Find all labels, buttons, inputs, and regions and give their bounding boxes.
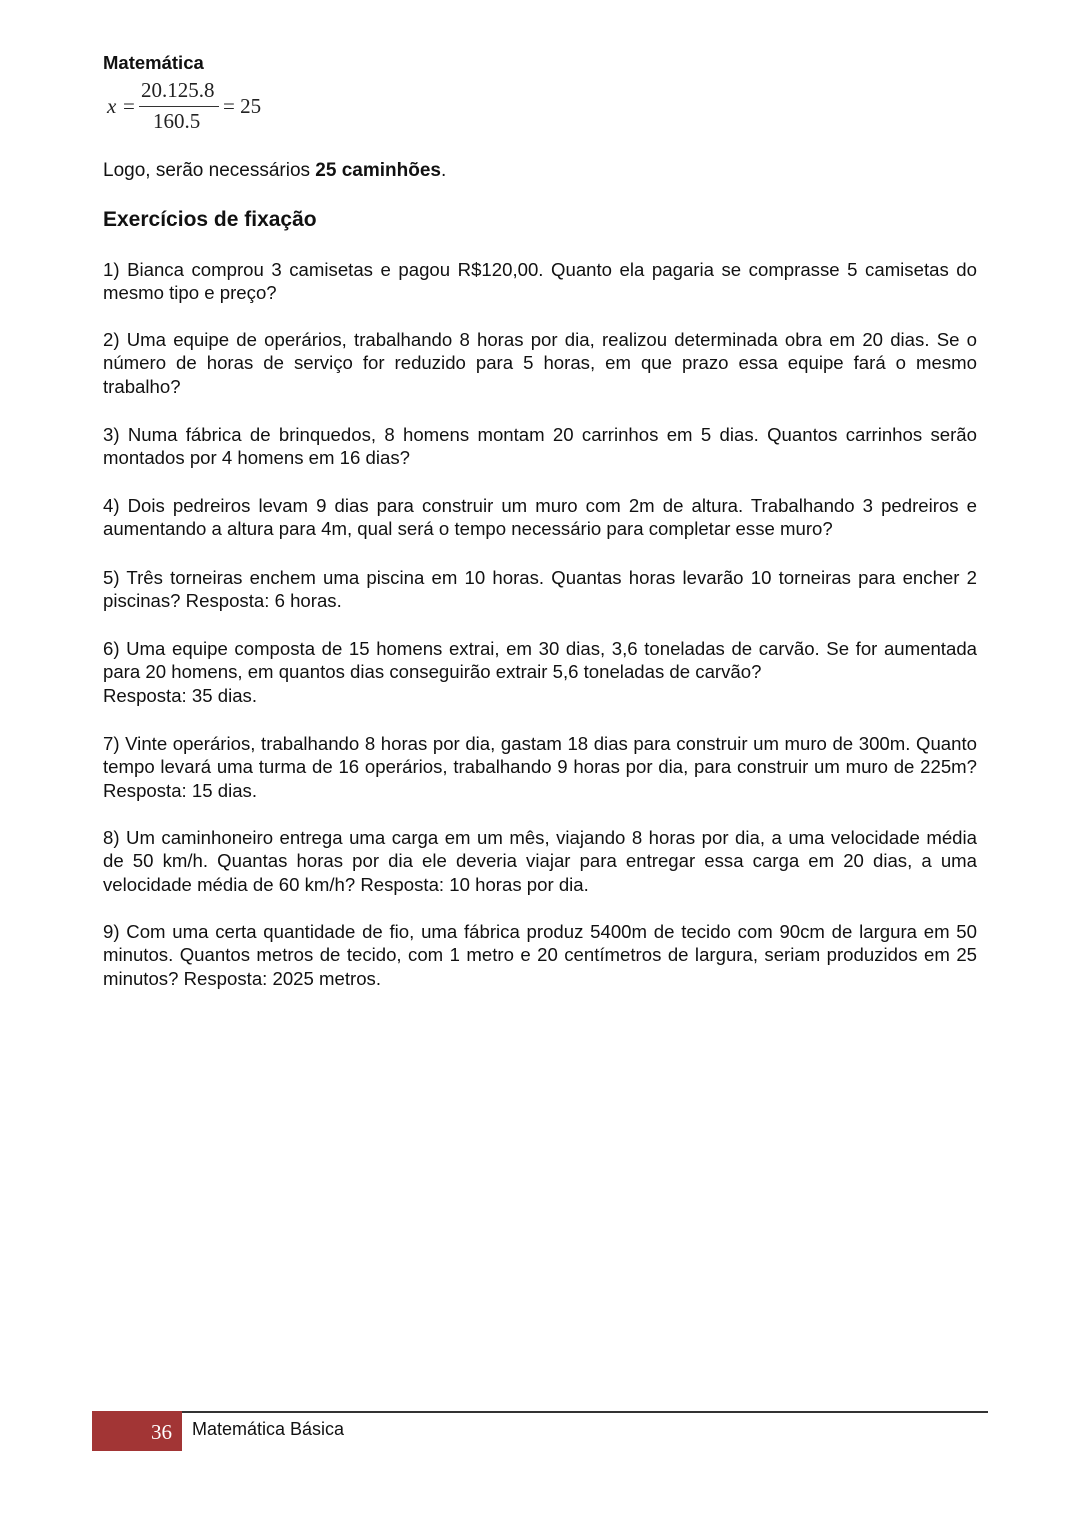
exercise-1: 1) Bianca comprou 3 camisetas e pagou R$120,00. Quanto ela pagaria se comprasse 5 camisetas do mesmo tipo e preço?: [103, 259, 977, 304]
exercise-7: 7) Vinte operários, trabalhando 8 horas por dia, gastam 18 dias para construir um muro de 300m. Quanto tempo levará uma turma de 16 operários, trabalhando 9 horas por dia, para construir um muro de 225m? Resposta: 15 dias.: [103, 733, 977, 801]
equation-numerator: 20.125.8: [141, 78, 215, 102]
exercise-4: 4) Dois pedreiros levam 9 dias para construir um muro com 2m de altura. Trabalhando 3 pedreiros e aumentando a altura para 4m, qual será o tempo necessário para completar esse muro?: [103, 495, 977, 540]
conclusion-bold: 25 caminhões: [315, 160, 441, 181]
footer-book-title: Matemática Básica: [192, 1419, 345, 1439]
conclusion-prefix: Logo, serão necessários: [103, 160, 316, 181]
equation-variable: x: [107, 94, 117, 118]
exercise-3: 3) Numa fábrica de brinquedos, 8 homens montam 20 carrinhos em 5 dias. Quantos carrinhos serão montados por 4 homens em 16 dias?: [103, 424, 977, 469]
exercise-6-answer: Resposta: 35 dias.: [103, 685, 258, 706]
page-number: 36: [92, 1411, 182, 1451]
exercise-6: 6) Uma equipe composta de 15 homens extrai, em 30 dias, 3,6 toneladas de carvão. Se for aumentada para 20 homens, em quantos dias conseguirão extrair 5,6 toneladas de carvão?: [103, 638, 977, 683]
fraction-bar: [139, 106, 219, 107]
conclusion-suffix: .: [440, 160, 447, 181]
exercise-2: 2) Uma equipe de operários, trabalhando 8 horas por dia, realizou determinada obra em 20 dias. Se o número de horas de serviço for reduzido para 5 horas, em que prazo essa equipe fará o mesmo trabalho?: [103, 329, 977, 397]
equation-denominator: 160.5: [153, 109, 201, 133]
exercise-9: 9) Com uma certa quantidade de fio, uma fábrica produz 5400m de tecido com 90cm de largura em 50 minutos. Quantos metros de tecido, com 1 metro e 20 centímetros de largura, seriam produzidos em 25 minutos? Resposta: 2025 metros.: [103, 921, 977, 989]
conclusion: [103, 160, 446, 182]
equation-result: = 25: [223, 94, 262, 118]
running-header: Matemática: [103, 52, 204, 73]
equation: [105, 78, 305, 134]
equation-equals: =: [123, 94, 135, 118]
section-title: Exercícios de fixação: [103, 208, 317, 231]
exercise-8: 8) Um caminhoneiro entrega uma carga em um mês, viajando 8 horas por dia, a uma velocidade média de 50 km/h. Quantas horas por dia ele deveria viajar para entregar essa carga em 20 dias, a uma velocidade média de 60 km/h? Resposta: 10 horas por dia.: [103, 827, 977, 895]
footer-rule: [182, 1411, 988, 1413]
exercise-5: 5) Três torneiras enchem uma piscina em 10 horas. Quantas horas levarão 10 torneiras para encher 2 piscinas? Resposta: 6 horas.: [103, 567, 977, 612]
